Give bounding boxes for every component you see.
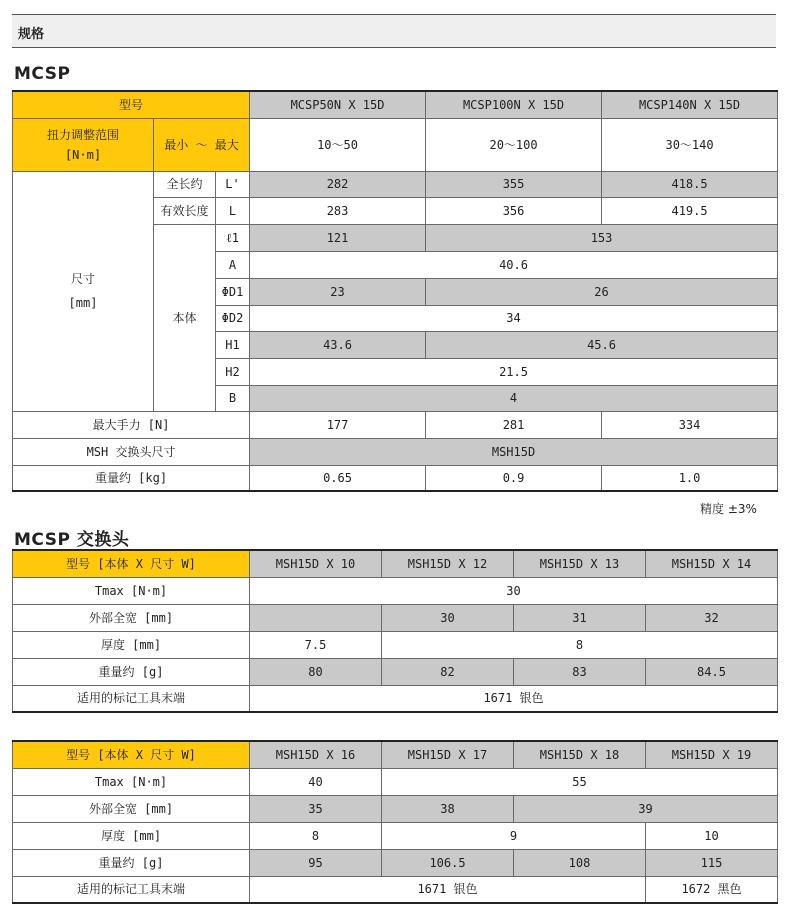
thickness-value: 7.5: [250, 631, 382, 658]
dimension-label-cell: [13, 171, 154, 411]
d1-value: 23: [250, 278, 426, 305]
table-row: [13, 118, 778, 171]
max-force-value: 281: [426, 411, 602, 438]
width-value: 38: [382, 795, 514, 822]
tmax-label: Tmax [N·m]: [13, 768, 250, 795]
table-row: [13, 795, 778, 822]
mcsp-heading: MCSP: [14, 64, 71, 84]
d1-value: 26: [426, 278, 778, 305]
width-value: [250, 604, 382, 631]
width-label: 外部全宽 [mm]: [13, 795, 250, 822]
d2-symbol: ΦD2: [216, 305, 250, 331]
weight-value: 1.0: [602, 465, 778, 491]
model-cell: MCSP50N X 15D: [250, 91, 426, 118]
table-row: [13, 465, 778, 491]
model-label: 型号: [13, 91, 250, 118]
tool-value: 1671 银色: [250, 876, 646, 903]
precision-note: 精度 ±3%: [700, 502, 757, 516]
model-label: 型号 [本体 X 尺寸 W]: [13, 550, 250, 577]
h2-symbol: H2: [216, 358, 250, 385]
weight-label: 重量约 [kg]: [13, 465, 250, 491]
model-cell: MSH15D X 18: [514, 741, 646, 768]
torque-value: 20～100: [426, 118, 602, 171]
model-cell: MCSP140N X 15D: [602, 91, 778, 118]
model-cell: MSH15D X 10: [250, 550, 382, 577]
h1-symbol: H1: [216, 331, 250, 358]
exchange-head-table-2: [12, 740, 778, 904]
h2-value: 21.5: [250, 358, 778, 385]
weight-value: 108: [514, 849, 646, 876]
section-title: 规格: [18, 27, 45, 42]
h1-value: 45.6: [426, 331, 778, 358]
torque-value: 30～140: [602, 118, 778, 171]
table-row: [13, 91, 778, 118]
weight-value: 0.65: [250, 465, 426, 491]
weight-value: 0.9: [426, 465, 602, 491]
weight-value: 83: [514, 658, 646, 685]
model-label: 型号 [本体 X 尺寸 W]: [13, 741, 250, 768]
table-row: [13, 876, 778, 903]
a-value: 40.6: [250, 251, 778, 278]
table-row: [13, 411, 778, 438]
mcsp-head-heading: MCSP 交换头: [14, 530, 130, 550]
exchange-head-table-1: [12, 549, 778, 713]
eff-length-value: 419.5: [602, 197, 778, 224]
thickness-value: 10: [646, 822, 778, 849]
tmax-value: 30: [250, 577, 778, 604]
b-symbol: B: [216, 385, 250, 411]
msh-size-label: MSH 交换头尺寸: [13, 438, 250, 465]
l1-symbol: ℓ1: [216, 224, 250, 251]
model-cell: MSH15D X 17: [382, 741, 514, 768]
model-cell: MSH15D X 16: [250, 741, 382, 768]
weight-label: 重量约 [g]: [13, 658, 250, 685]
eff-length-value: 283: [250, 197, 426, 224]
weight-value: 80: [250, 658, 382, 685]
width-value: 35: [250, 795, 382, 822]
table-row: [13, 171, 778, 197]
table-row: [13, 604, 778, 631]
d1-symbol: ΦD1: [216, 278, 250, 305]
total-length-value: 418.5: [602, 171, 778, 197]
weight-label: 重量约 [g]: [13, 849, 250, 876]
l1-value: 153: [426, 224, 778, 251]
eff-length-symbol: L: [216, 197, 250, 224]
total-length-value: 282: [250, 171, 426, 197]
width-value: 30: [382, 604, 514, 631]
weight-value: 82: [382, 658, 514, 685]
total-length-value: 355: [426, 171, 602, 197]
tool-label: 适用的标记工具末端: [13, 685, 250, 712]
max-force-value: 177: [250, 411, 426, 438]
model-cell: MSH15D X 19: [646, 741, 778, 768]
l1-value: 121: [250, 224, 426, 251]
torque-minmax: 最小 ～ 最大: [154, 118, 250, 171]
table-row: [13, 550, 778, 577]
msh-size-value: MSH15D: [250, 438, 778, 465]
table-row: [13, 577, 778, 604]
table-row: [13, 685, 778, 712]
total-length-label: 全长约: [154, 171, 216, 197]
weight-value: 115: [646, 849, 778, 876]
max-force-value: 334: [602, 411, 778, 438]
body-label: 本体: [154, 224, 216, 411]
model-cell: MSH15D X 14: [646, 550, 778, 577]
torque-unit: [N·m]: [64, 147, 102, 162]
spec-section-bar: [12, 14, 776, 48]
width-value: 32: [646, 604, 778, 631]
thickness-value: 8: [250, 822, 382, 849]
max-force-label: 最大手力 [N]: [13, 411, 250, 438]
tool-value: 1672 黑色: [646, 876, 778, 903]
tmax-value: 40: [250, 768, 382, 795]
thickness-value: 9: [382, 822, 646, 849]
tmax-label: Tmax [N·m]: [13, 577, 250, 604]
width-value: 31: [514, 604, 646, 631]
torque-label-cell: [13, 118, 154, 171]
mcsp-spec-table: [12, 90, 778, 492]
h1-value: 43.6: [250, 331, 426, 358]
table-row: [13, 658, 778, 685]
eff-length-value: 356: [426, 197, 602, 224]
width-value: 39: [514, 795, 778, 822]
thickness-value: 8: [382, 631, 778, 658]
table-row: [13, 849, 778, 876]
width-label: 外部全宽 [mm]: [13, 604, 250, 631]
d2-value: 34: [250, 305, 778, 331]
model-cell: MSH15D X 13: [514, 550, 646, 577]
table-row: [13, 768, 778, 795]
tool-label: 适用的标记工具末端: [13, 876, 250, 903]
model-cell: MSH15D X 12: [382, 550, 514, 577]
table-row: [13, 741, 778, 768]
torque-label: 扭力调整范围: [46, 127, 119, 142]
tmax-value: 55: [382, 768, 778, 795]
b-value: 4: [250, 385, 778, 411]
thickness-label: 厚度 [mm]: [13, 631, 250, 658]
table-row: [13, 631, 778, 658]
table-row: [13, 822, 778, 849]
thickness-label: 厚度 [mm]: [13, 822, 250, 849]
torque-value: 10～50: [250, 118, 426, 171]
dimension-label: 尺寸: [70, 272, 95, 286]
model-cell: MCSP100N X 15D: [426, 91, 602, 118]
table-row: [13, 438, 778, 465]
weight-value: 95: [250, 849, 382, 876]
tool-value: 1671 银色: [250, 685, 778, 712]
a-symbol: A: [216, 251, 250, 278]
dimension-unit: [mm]: [68, 296, 98, 310]
eff-length-label: 有效长度: [154, 197, 216, 224]
weight-value: 84.5: [646, 658, 778, 685]
total-length-symbol: L': [216, 171, 250, 197]
weight-value: 106.5: [382, 849, 514, 876]
